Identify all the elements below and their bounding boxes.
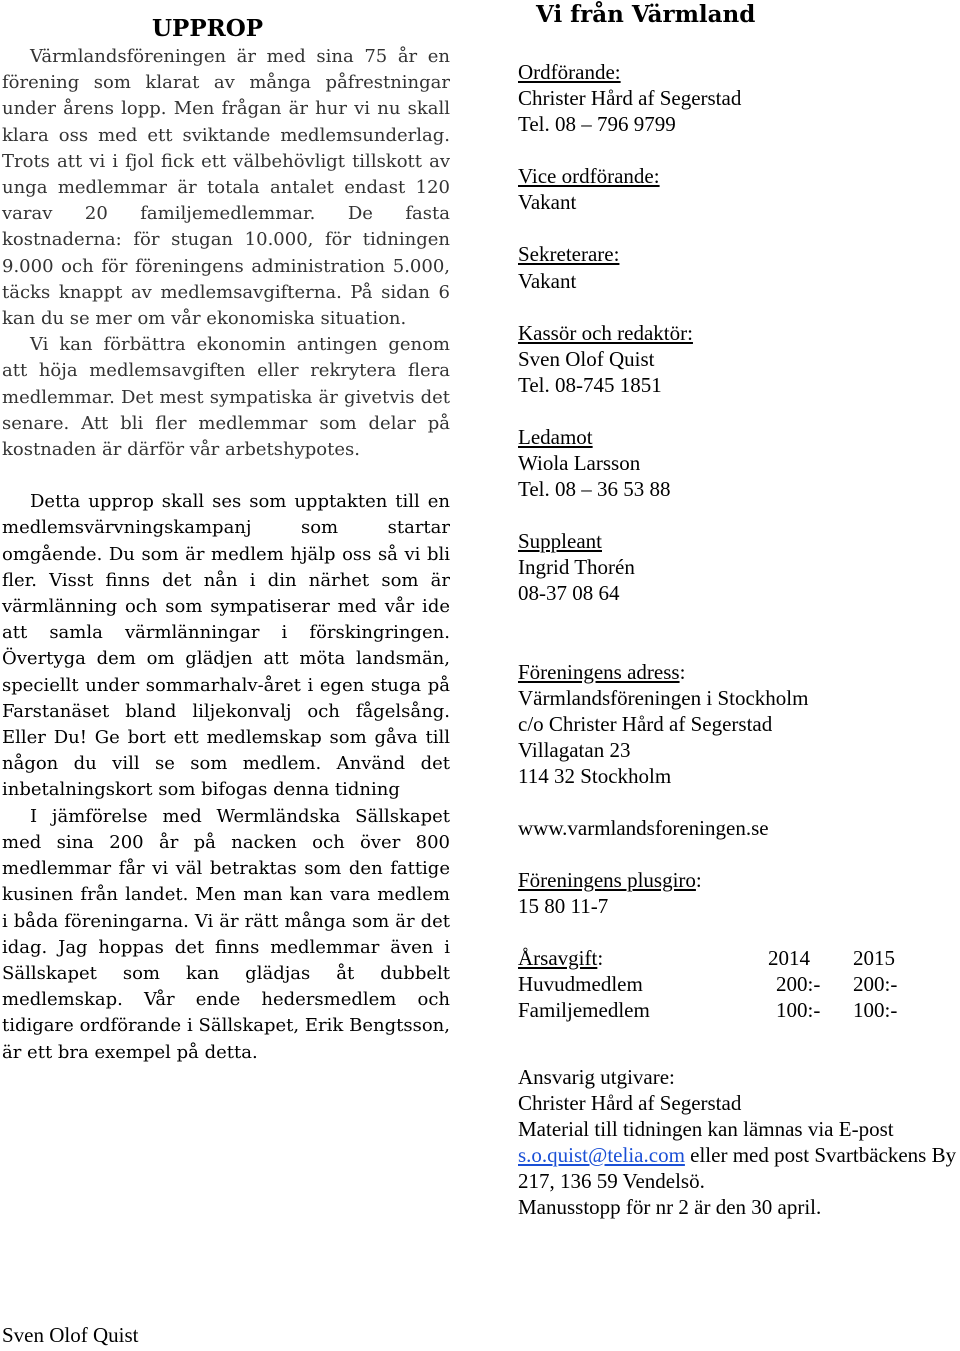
address-heading (518, 659, 960, 685)
address-colon: : (679, 659, 686, 684)
article-signature: Sven Olof Quist (2, 1323, 139, 1347)
board-line: Tel. 08 – 796 9799 (518, 112, 676, 137)
board-member (518, 163, 960, 215)
fees-year: 2015 (853, 946, 895, 971)
fees-table (518, 945, 960, 1023)
board-member (518, 424, 960, 502)
plusgiro-label: Föreningens plusgiro (518, 868, 696, 893)
address-line: Värmlandsföreningen i Stockholm (518, 685, 809, 710)
address-block (518, 659, 960, 789)
article-paragraph: I jämförelse med Wermländska Sällskapet med sina 200 år på nacken och över 800 medlemmar får vi väl betraktas som den fattige kusinen från landet. Men man kan vara medlem i båda föreningarna. Vi är rätt många som är det idag. Jag hoppas det finns medlemmar även i Sällskapet som kan glädjas åt dubbelt medlemskap. Vår ende hedersmedlem och tidigare ordförande i Sällskapet, Erik Bengtsson, är ett bra exempel på detta. (2, 805, 450, 1063)
sidebar-title: Vi från Värmland (536, 1, 756, 28)
board-member (518, 59, 960, 137)
address-line: Villagatan 23 (518, 737, 631, 762)
board-line: Vakant (518, 268, 577, 293)
publisher-block (518, 1064, 960, 1221)
board-role: Ledamot (518, 424, 593, 449)
material-text: Material till tidningen kan lämnas via E-post (518, 1116, 894, 1141)
board-line: 08-37 08 64 (518, 581, 620, 606)
fees-year: 2014 (768, 946, 810, 971)
board-role: Suppleant (518, 529, 602, 554)
plusgiro-colon: : (695, 868, 702, 893)
fees-heading (518, 945, 768, 971)
board-line: Sven Olof Quist (518, 346, 655, 371)
board-line: Christer Hård af Segerstad (518, 86, 742, 111)
article-title: UPPROP (152, 15, 264, 42)
fees-colon: : (597, 946, 604, 971)
board-role: Vice ordförande: (518, 164, 660, 189)
board-member (518, 320, 960, 398)
article-paragraph: Värmlandsföreningen är med sina 75 år en förening som klarat av många påfrestningar under årens lopp. Men frågan är hur vi nu skall klara oss med ett sviktande medlemsunderlag. Trots att vi i fjol fick ett välbehövligt tillskott av unga medlemmar är totala antalet endast 120 varav 20 familjemedlemmar. De fasta kostnaderna: för stugan 10.000, för tidningen 9.000 och för föreningens administration 5.000, täcks knappt av medlemsavgifterna. På sidan 6 kan du se mer om vår ekonomiska situation. (2, 46, 450, 330)
board-line: Wiola Larsson (518, 451, 641, 476)
fees-header-row (518, 945, 960, 971)
article-paragraph: Vi kan förbättra ekonomin antingen genom att höja medlemsavgiften eller rekrytera flera medlemmar. Det mest sympatiska är givetvis det senare. Att bli fler medlemmar som delar på kostnaden är därför vår arbetshypotes. (2, 334, 450, 461)
email-link[interactable]: s.o.quist@telia.com (518, 1142, 685, 1167)
publisher-label: Ansvarig utgivare: (518, 1064, 675, 1089)
fees-value: 200:- (853, 972, 898, 997)
fees-label: Årsavgift (518, 946, 598, 971)
publisher-deadline: Manusstopp för nr 2 är den 30 april. (518, 1195, 822, 1219)
fees-row (518, 997, 960, 1023)
fees-name: Huvudmedlem (518, 972, 643, 997)
board-line: Tel. 08 – 36 53 88 (518, 477, 671, 502)
article-column (2, 14, 450, 1066)
board-member (518, 528, 960, 606)
board-line: Vakant (518, 190, 577, 215)
board-role: Sekreterare: (518, 242, 620, 267)
publisher-material (518, 1116, 960, 1194)
fees-value: 100:- (776, 998, 821, 1023)
board-member (518, 241, 960, 293)
plusgiro-block (518, 867, 960, 919)
address-line: c/o Christer Hård af Segerstad (518, 711, 773, 736)
publisher-name: Christer Hård af Segerstad (518, 1090, 742, 1115)
address-line: 114 32 Stockholm (518, 763, 672, 788)
fees-value: 200:- (776, 972, 821, 997)
board-role: Ordförande: (518, 60, 621, 84)
board-line: Ingrid Thorén (518, 555, 635, 580)
plusgiro-heading (518, 867, 960, 893)
fees-value: 100:- (853, 998, 898, 1023)
plusgiro-number: 15 80 11-7 (518, 894, 609, 919)
website[interactable]: www.varmlandsforeningen.se (518, 815, 769, 840)
fees-row (518, 971, 960, 997)
board-role: Kassör och redaktör: (518, 320, 693, 345)
article-paragraph: Detta upprop skall ses som upptakten till en medlemsvärvningskampanj som startar omgående. Du som är medlem hjälp oss så vi bli fler. Visst finns det nån i din närhet som är värmlänning och som sympatiserar med vår ide att samla värmlänningar i förskingringen. Övertyga dem om glädjen att möta landsmän, speciellt under sommarhalv-året i egen stuga på Farstanäset bland liljekonvalj och fågelsång. Eller Du! Ge bort ett medlemskap som gåva till någon du vill se som medlem. Använd det inbetalningskort som bifogas denna tidning (2, 491, 450, 801)
fees-name: Familjemedlem (518, 998, 650, 1023)
address-label: Föreningens adress (518, 659, 680, 684)
board-line: Tel. 08-745 1851 (518, 372, 662, 397)
sidebar-column (518, 0, 960, 1220)
material-text: eller med post Svartbäckens By 217, 136 59 Vendelsö. (518, 1142, 957, 1193)
